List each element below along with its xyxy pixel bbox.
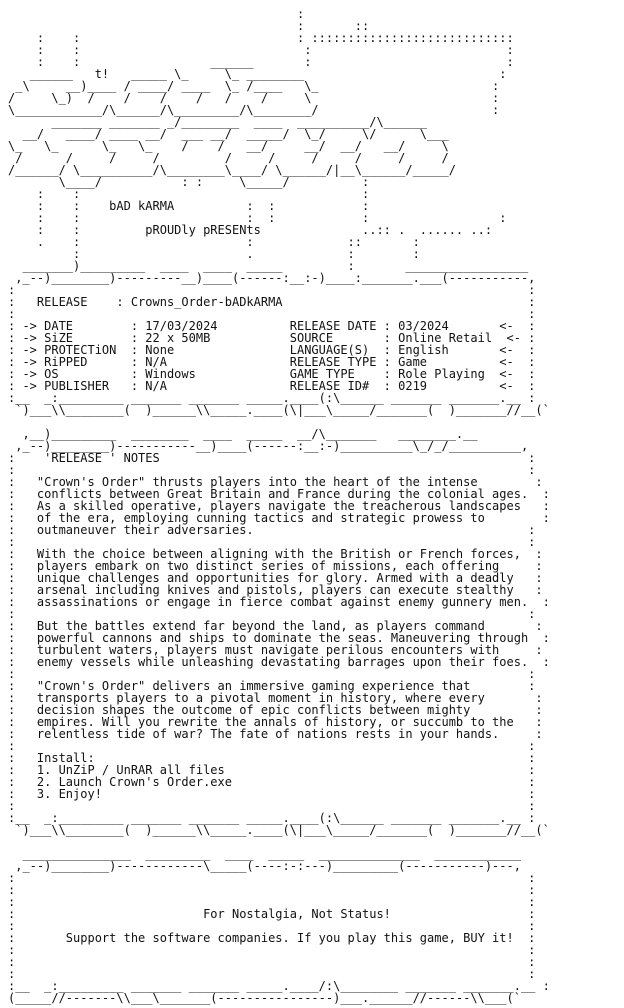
nfo-line: : With the choice between aligning with the British or French forces, : xyxy=(8,547,543,561)
nfo-line: : -> PUBLISHER : N/A RELEASE ID# : 0219 <- : xyxy=(8,379,536,393)
nfo-line: : -> RiPPED : N/A RELEASE TYPE : Game <- : xyxy=(8,355,536,369)
nfo-line: :__ _:_________ _______ _______ _____.____(:\______ _______ _______.__ : xyxy=(8,391,536,405)
nfo-line: : : xyxy=(8,535,536,549)
nfo-line: : : xyxy=(8,283,536,297)
nfo-line: _______ _______ _/________ ____ __________/\______ xyxy=(8,115,428,129)
nfo-line: : empires. Will you rewrite the annals of history, or succumb to the : xyxy=(8,715,543,729)
nfo-line: : : xyxy=(8,871,536,885)
nfo-line: : arsenal including knives and pistols, players can execute stealthy : xyxy=(8,583,543,597)
nfo-line: ,_--)________)-----------__)____(------:__:-)__________\_/_/__________, xyxy=(8,439,529,453)
nfo-line: : : xyxy=(8,463,536,477)
nfo-line: : assassinations or engage in fierce combat against enemy gunnery men. : xyxy=(8,595,550,609)
nfo-line: :__ _:_________ _______ _______ _____.____/:\________ _______ _______.__ : xyxy=(8,979,550,993)
nfo-line: __/ ____/ ____ __/ ___ __/ _____/ \_/ \/ \___ xyxy=(8,127,449,141)
nfo-line: : : xyxy=(8,943,536,957)
nfo-line: : powerful cannons and ships to dominate the seas. Maneuvering through : xyxy=(8,631,550,645)
nfo-line: : -> SiZE : 22 x 50MB SOURCE : Online Retail <- : xyxy=(8,331,536,345)
nfo-line: `)___\\________( )______\\_____.____(\|___\_____/_______( )_______//__(` xyxy=(8,823,550,837)
nfo-line: : : xyxy=(8,799,536,813)
nfo-line: : But the battles extend far beyond the land, as players command : xyxy=(8,619,543,633)
nfo-line: : : : :::::::::::::::::::::::::::: xyxy=(8,31,514,45)
nfo-line: : : pROUDly pRESENts ..:: . ...... ..: xyxy=(8,223,493,237)
nfo-line: . : : :: : xyxy=(8,235,420,249)
nfo-line: `)___\\________( )______\\_____.____(\|___\_____/_______( )_______//__(` xyxy=(8,403,550,417)
nfo-line: : 'RELEASE ' NOTES : xyxy=(8,451,536,465)
nfo-line: _______________ _________ ____ _____ ______________ ____________ xyxy=(8,847,521,861)
nfo-line: _\ __)____ / ____/ ____ \_ /____ \_ : xyxy=(8,79,500,93)
nfo-line: : -> OS : Windows GAME TYPE : Role Playing <- : xyxy=(8,367,536,381)
nfo-line: : : xyxy=(8,739,536,753)
nfo-line: \_ \_ \_ \_ / / __/ __/ __/ __/ \ xyxy=(8,139,449,153)
nfo-line: : outmaneuver their adversaries. : xyxy=(8,523,536,537)
nfo-line: \____/ : : \_____/ : xyxy=(8,175,370,189)
nfo-line: / \_) / / / / / / \ : xyxy=(8,91,500,105)
nfo-line: : -> PROTECTiON : None LANGUAGE(S) : English <- : xyxy=(8,343,536,357)
nfo-line: ,_--)________)------------\_____(----:-:---)_________(-----------)---, xyxy=(8,859,521,873)
nfo-line: : RELEASE : Crowns_Order-bADkARMA : xyxy=(8,295,536,309)
nfo-line: : relentless tide of war? The fate of nations rests in your hands. : xyxy=(8,727,543,741)
nfo-line: : -> DATE : 17/03/2024 RELEASE DATE : 03/2024 <- : xyxy=(8,319,536,333)
nfo-line: /______/ \__________/\________\____/ \______/|__\______/_____/ xyxy=(8,163,456,177)
nfo-line: / / / / / / / / / / xyxy=(8,151,449,165)
nfo-line: : : xyxy=(8,307,536,321)
nfo-line: : : xyxy=(8,955,536,969)
nfo-line: ______ t! _____ \_ \_ ________ : xyxy=(8,67,507,81)
nfo-line: : 3. Enjoy! : xyxy=(8,787,536,801)
nfo-line: : : xyxy=(8,967,536,981)
nfo-line: : xyxy=(8,7,305,21)
nfo-line: : As a skilled operative, players navigate the treacherous landscapes : xyxy=(8,499,550,513)
nfo-line: : 1. UnZiP / UnRAR all files : xyxy=(8,763,536,777)
nfo-line: : of the era, employing cunning tactics and strategic prowess to : xyxy=(8,511,550,525)
nfo-line: : : xyxy=(8,607,536,621)
nfo-line: : decision shapes the outcome of epic conflicts between mighty : xyxy=(8,703,543,717)
nfo-line: : players embark on two distinct series of missions, each offering : xyxy=(8,559,543,573)
nfo-line: : "Crown's Order" delivers an immersive gaming experience that : xyxy=(8,679,536,693)
nfo-line: : : xyxy=(8,883,536,897)
nfo-line: : For Nostalgia, Not Status! : xyxy=(8,907,536,921)
nfo-line: : : bAD kARMA : : : xyxy=(8,199,370,213)
nfo-line: : Install: : xyxy=(8,751,536,765)
nfo-line: : : xyxy=(8,667,536,681)
nfo-line: : : xyxy=(8,919,536,933)
nfo-line: (_____//-------\\___\_______(----------------)___.______//------\\___(` xyxy=(8,991,521,1005)
nfo-line: : : ______ : : xyxy=(8,55,514,69)
nfo-line: : : : : xyxy=(8,43,514,57)
nfo-line: : : : xyxy=(8,187,370,201)
nfo-line: : unique challenges and opportunities for glory. Armed with a deadly : xyxy=(8,571,543,585)
nfo-line: : conflicts between Great Britain and France during the colonial ages. : xyxy=(8,487,550,501)
nfo-line: : 2. Launch Crown's Order.exe : xyxy=(8,775,536,789)
nfo-line: : : : : : : xyxy=(8,211,507,225)
nfo-line: ,_--)________)---------__)____(------:__:-)____:_______.___(-----------, xyxy=(8,271,536,285)
nfo-line: _______)_________ ____ ____ _____ : _________________ xyxy=(8,259,529,273)
nfo-line: : enemy vessels while unleashing devastating barrages upon their foes. : xyxy=(8,655,550,669)
nfo-line: : "Crown's Order" thrusts players into the heart of the intense : xyxy=(8,475,543,489)
nfo-line: : . : : xyxy=(8,247,420,261)
nfo-line: : transports players to a pivotal moment in history, where every : xyxy=(8,691,543,705)
nfo-line: ,__)_________ ________ ____ _____ __/\_______ ________.__ xyxy=(8,427,478,441)
nfo-line: : :: xyxy=(8,19,370,33)
nfo-line: : Support the software companies. If you play this game, BUY it! : xyxy=(8,931,536,945)
nfo-line: : turbulent waters, players must navigate perilous encounters with : xyxy=(8,643,543,657)
nfo-line: :__ _:_________ _______ _______ _____.____(:\______ _______ _______.__ : xyxy=(8,811,536,825)
nfo-line: \____________/\______/\_________/\________/ : xyxy=(8,103,500,117)
nfo-line: : : xyxy=(8,895,536,909)
